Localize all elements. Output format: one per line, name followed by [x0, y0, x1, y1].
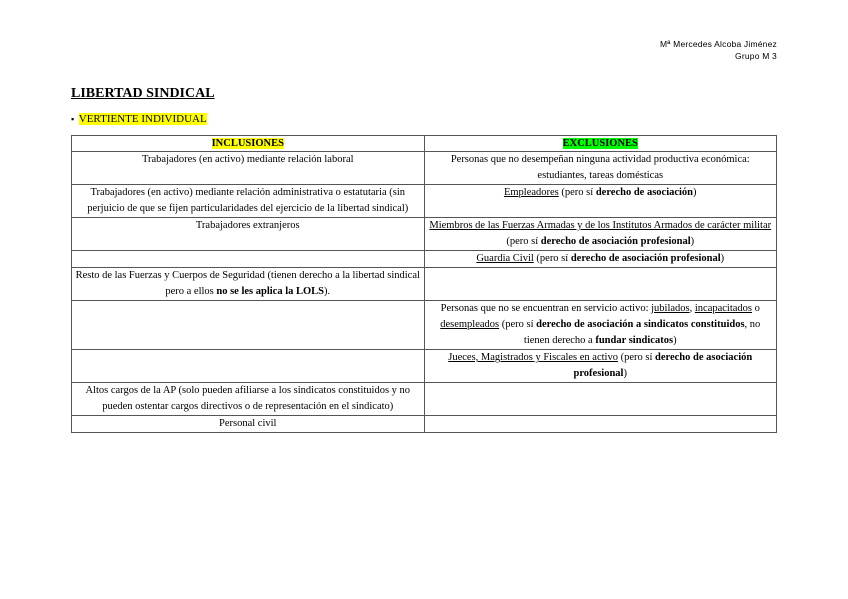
inclusion-text: Resto de las Fuerzas y Cuerpos de Seguridad (tienen derecho a la libertad sindical pero a ellos — [75, 270, 420, 297]
exclusion-right: derecho de asociación — [595, 187, 694, 198]
exclusion-subject: Empleadores — [503, 187, 559, 198]
table-row — [72, 350, 777, 383]
exclusion-cell: Personas que no desempeñan ninguna actividad productiva económica: estudiantes, tareas domésticas — [424, 152, 777, 185]
exclusion-subject-desempleados: desempleados — [440, 319, 500, 330]
exclusion-note-end: ) — [673, 335, 677, 346]
header-inclusiones-label: INCLUSIONES — [211, 138, 284, 149]
table-row — [72, 268, 777, 301]
table-row — [72, 383, 777, 416]
inclusion-cell: Personal civil — [72, 416, 425, 433]
exclusion-note-mid: , no tienen derecho a — [523, 319, 761, 346]
author-name: Mª Mercedes Alcoba Jiménez — [659, 39, 777, 49]
exclusion-cell — [424, 251, 777, 268]
table-row — [72, 251, 777, 268]
table-row — [72, 301, 777, 350]
subtitle-text: VERTIENTE INDIVIDUAL — [78, 113, 207, 125]
table-row — [72, 416, 777, 433]
inclusion-text-end: ). — [324, 286, 331, 297]
inclusion-cell: Trabajadores (en activo) mediante relación laboral — [72, 152, 425, 185]
exclusion-note: (pero sí — [499, 319, 537, 330]
exclusion-intro: Personas que no se encuentran en servicio activo: — [440, 303, 652, 314]
section-subtitle — [71, 112, 207, 126]
header-inclusiones — [72, 136, 425, 152]
exclusion-right: derecho de asociación profesional — [570, 253, 721, 264]
group-label: Grupo M 3 — [735, 51, 777, 61]
exclusion-subject-jubilados: jubilados — [651, 303, 690, 314]
inclusion-cell: Trabajadores extranjeros — [72, 218, 425, 251]
exclusion-cell — [424, 416, 777, 433]
exclusion-note: (pero sí — [558, 187, 596, 198]
table-row — [72, 152, 777, 185]
exclusion-separator: , — [689, 303, 695, 314]
table-header-row — [72, 136, 777, 152]
exclusion-separator: o — [752, 303, 760, 314]
exclusion-right: derecho de asociación profesional — [540, 236, 691, 247]
exclusion-cell — [424, 350, 777, 383]
exclusion-cell — [424, 185, 777, 218]
exclusion-note: (pero sí — [617, 352, 656, 363]
document-title: LIBERTAD SINDICAL — [71, 86, 215, 101]
header-exclusiones-label: EXCLUSIONES — [562, 138, 638, 149]
inclusion-cell — [72, 350, 425, 383]
exclusion-subject: Miembros de las Fuerzas Armadas y de los Institutos Armados de carácter militar — [429, 220, 772, 231]
table-row — [72, 185, 777, 218]
inclusion-cell — [72, 301, 425, 350]
inclusion-cell: Altos cargos de la AP (solo pueden afiliarse a los sindicatos constituidos y no pueden ostentar cargos directivos o de representación en el sindicato) — [72, 383, 425, 416]
inclusion-emphasis: no se les aplica la LOLS — [216, 286, 325, 297]
inclusions-exclusions-table — [71, 135, 777, 433]
exclusion-subject: Guardia Civil — [476, 253, 534, 264]
exclusion-note: (pero sí — [533, 253, 571, 264]
exclusion-right: derecho de asociación a sindicatos constituidos — [536, 319, 745, 330]
exclusion-note-end: ) — [693, 187, 697, 198]
exclusion-note: (pero sí — [506, 236, 541, 247]
exclusion-right: derecho de asociación profesional — [573, 352, 753, 379]
exclusion-denied-right: fundar sindicatos — [595, 335, 674, 346]
table-row — [72, 218, 777, 251]
exclusion-cell — [424, 218, 777, 251]
bullet-icon: ▪ — [71, 114, 75, 124]
exclusion-note-end: ) — [623, 368, 627, 379]
exclusion-subject-incapacitados: incapacitados — [694, 303, 753, 314]
author-block — [660, 38, 777, 62]
inclusion-cell — [72, 268, 425, 301]
exclusion-cell — [424, 301, 777, 350]
inclusion-cell — [72, 251, 425, 268]
exclusion-cell — [424, 268, 777, 301]
exclusion-cell — [424, 383, 777, 416]
exclusion-note-end: ) — [690, 236, 695, 247]
header-exclusiones — [424, 136, 777, 152]
inclusion-cell: Trabajadores (en activo) mediante relación administrativa o estatutaria (sin perjuicio de que se fijen particularidades del ejercicio de la libertad sindical) — [72, 185, 425, 218]
exclusion-subject: Jueces, Magistrados y Fiscales en activo — [448, 352, 618, 363]
exclusion-note-end: ) — [720, 253, 725, 264]
